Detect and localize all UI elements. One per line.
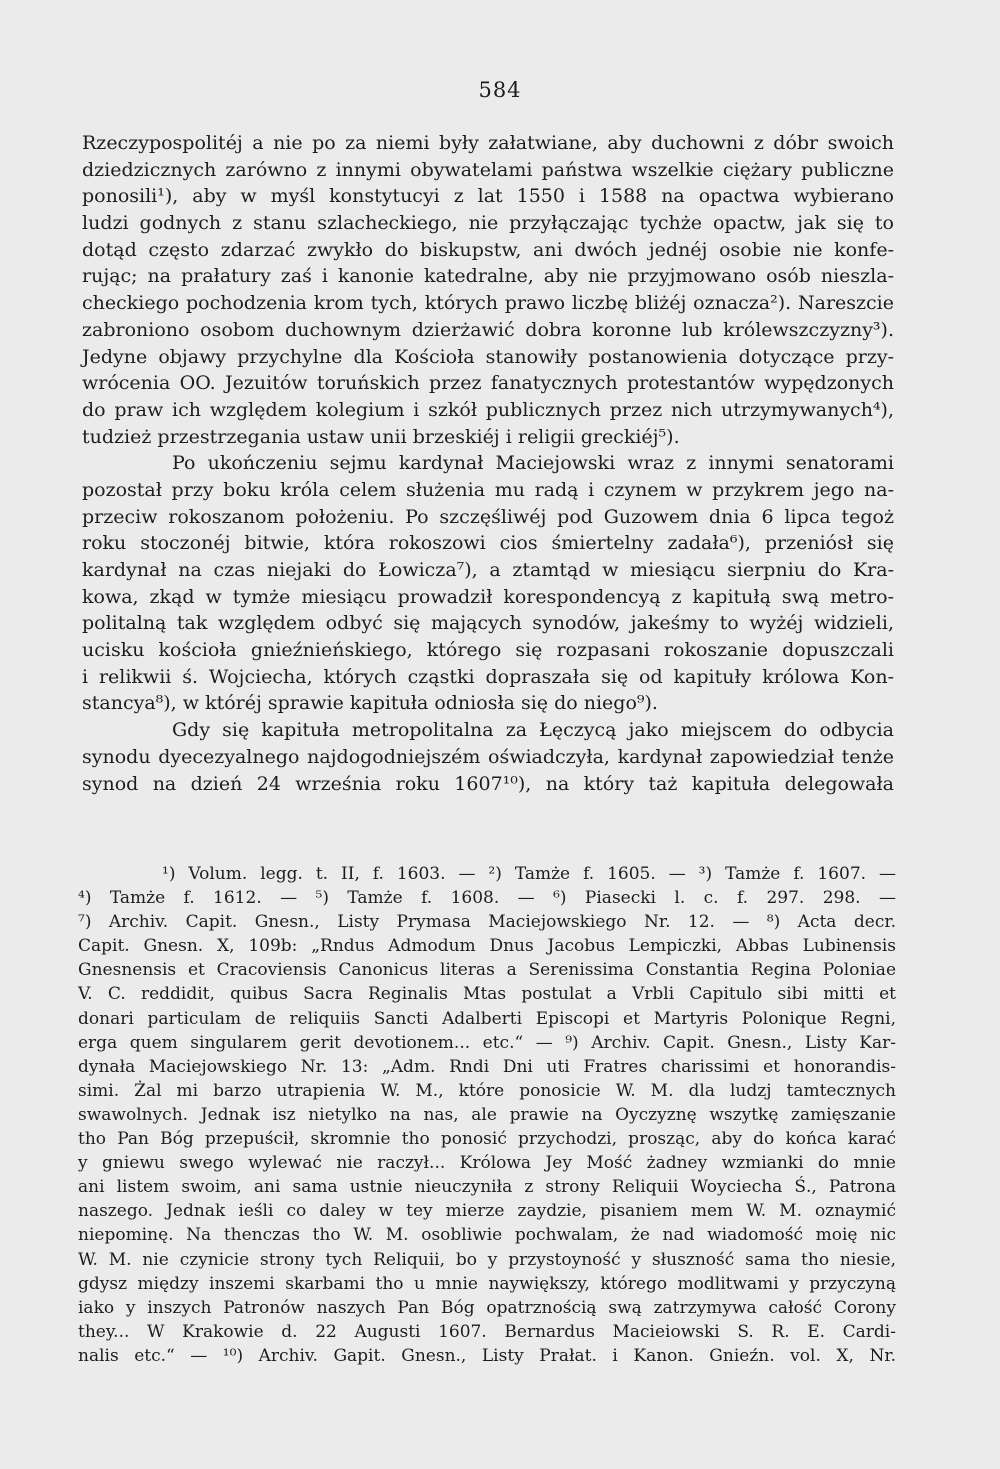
footnote-line: ani listem swoim, ani sama ustnie nieuczyniła z strony Reliquii Woyciecha Ś., Patrona <box>78 1177 896 1198</box>
footnotes <box>78 862 896 1368</box>
body-line: dotąd często zdarzać zwykło do biskupstw, ani dwóch jednéj osobie nie konfe- <box>82 238 894 261</box>
body-line: synod na dzień 24 września roku 1607¹⁰), na który taż kapituła delegowała <box>82 772 894 795</box>
body-line: przeciw rokoszanom położeniu. Po szczęśliwéj pod Guzowem dnia 6 lipca tegoż <box>82 505 894 528</box>
footnote-line: they... W Krakowie d. 22 Augusti 1607. Bernardus Macieiowski S. R. E. Cardi- <box>78 1321 896 1342</box>
body-line: kowa, zkąd w tymże miesiącu prowadził korespondencyą z kapitułą swą metro- <box>82 585 894 608</box>
body-line: i relikwii ś. Wojciecha, których cząstki dopraszała się od kapituły królowa Kon- <box>82 665 894 688</box>
footnote-line: dynała Maciejowskiego Nr. 13: „Adm. Rndi Dni uti Fratres charissimi et honorandis- <box>78 1056 896 1077</box>
body-line: ludzi godnych z stanu szlacheckiego, nie przyłączając tychże opactw, jak się to <box>82 212 894 235</box>
body-line: Jedyne objawy przychylne dla Kościoła stanowiły postanowienia dotyczące przy- <box>82 345 894 368</box>
footnote-line: erga quem singularem gerit devotionem... etc.“ — ⁹) Archiv. Capit. Gnesn., Listy Kar- <box>78 1032 896 1053</box>
main-text <box>82 130 894 797</box>
body-line: ponosili¹), aby w myśl konstytucyi z lat 1550 i 1588 na opactwa wybierano <box>82 185 894 208</box>
body-line: wrócenia OO. Jezuitów toruńskich przez fanatycznych protestantów wypędzonych <box>82 372 894 395</box>
footnote-line: iako y inszych Patronów naszych Pan Bóg opatrznością swą zatrzymywa całość Corony <box>78 1297 896 1318</box>
body-line: checkiego pochodzenia krom tych, których prawo liczbę bliżéj oznacza²). Nareszcie <box>82 292 894 315</box>
footnote-line: ¹) Volum. legg. t. II, f. 1603. — ²) Tamże f. 1605. — ³) Tamże f. 1607. — <box>162 864 896 884</box>
footnote-line: ⁷) Archiv. Capit. Gnesn., Listy Prymasa Maciejowskiego Nr. 12. — ⁸) Acta decr. <box>78 912 896 933</box>
body-line: pozostał przy boku króla celem służenia mu radą i czynem w przykrem jego na- <box>82 478 894 501</box>
footnote-line: simi. Żal mi barzo utrapienia W. M., które ponosicie W. M. dla ludzj tamtecznych <box>78 1080 896 1101</box>
page-number: 584 <box>478 78 522 102</box>
body-line: ucisku kościoła gnieźnieńskiego, którego się rozpasani rokoszanie dopuszczali <box>82 639 894 662</box>
footnote-line: niepominę. Na thenczas tho W. M. osobliwie pochwalam, że nad wiadomość moię nic <box>78 1225 896 1246</box>
body-line: roku stoczonéj bitwie, która rokoszowi cios śmiertelny zadała⁶), przeniósł się <box>82 532 894 555</box>
body-line: synodu dyecezyalnego najdogodniejszém oświadczyła, kardynał zapowiedział tenże <box>82 745 894 768</box>
footnote-line: tho Pan Bóg przepuścił, skromnie tho ponosić przychodzi, prosząc, aby do końca karać <box>78 1129 896 1150</box>
body-line: stancya⁸), w któréj sprawie kapituła odniosła się do niego⁹). <box>82 692 658 715</box>
footnote-line: W. M. nie czynicie strony tych Reliquii, bo y przystoyność y słuszność sama tho niesie, <box>78 1249 896 1270</box>
footnote-line: Capit. Gnesn. X, 109b: „Rndus Admodum Dnus Jacobus Lempiczki, Abbas Lubinensis <box>78 936 896 957</box>
body-line: rując; na prałatury zaś i kanonie katedralne, aby nie przyjmowano osób nieszla- <box>82 265 894 288</box>
body-line: tudzież przestrzegania ustaw unii brzeskiéj i religii greckiéj⁵). <box>82 425 680 448</box>
body-line: kardynał na czas niejaki do Łowicza⁷), a ztamtąd w miesiącu sierpniu do Kra- <box>82 559 894 581</box>
footnote-line: Gnesnensis et Cracoviensis Canonicus literas a Serenissima Constantia Regina Poloniae <box>78 960 896 981</box>
body-line: Gdy się kapituła metropolitalna za Łęczycą jako miejscem do odbycia <box>172 719 894 742</box>
footnote-line: gdysz między inszemi skarbami tho u mnie naywiększy, którego modlitwami y przyczyną <box>78 1273 896 1294</box>
footnote-line: V. C. reddidit, quibus Sacra Reginalis Mtas postulat a Vrbli Capitulo sibi mitti et <box>78 984 896 1005</box>
body-line: dziedzicznych zarówno z innymi obywatelami państwa wszelkie ciężary publiczne <box>82 158 894 181</box>
body-line: Po ukończeniu sejmu kardynał Maciejowski wraz z innymi senatorami <box>172 452 894 475</box>
body-line: zabroniono osobom duchownym dzierżawić dobra koronne lub królewszczyzny³). <box>82 318 894 341</box>
body-line: politalną tak względem odbyć się mających synodów, jakeśmy to wyżéj widzieli, <box>82 612 894 635</box>
footnote-line: swawolnych. Jednak isz nietylko na nas, ale prawie na Oyczyznę wszytkę zamięszanie <box>78 1104 896 1125</box>
footnote-line: donari particulam de reliquiis Sancti Adalberti Episcopi et Martyris Polonique Regni, <box>78 1008 896 1029</box>
footnote-line: y gniewu swego wylewać nie raczył... Królowa Jey Mość żadney wzmianki do mnie <box>78 1153 896 1174</box>
footnote-line: nalis etc.“ — ¹⁰) Archiv. Gapit. Gnesn., Listy Prałat. i Kanon. Gnieźn. vol. X, Nr. <box>78 1345 896 1366</box>
body-line: do praw ich względem kolegium i szkół publicznych przez nich utrzymywanych⁴), <box>82 398 894 421</box>
footnote-line: ⁴) Tamże f. 1612. — ⁵) Tamże f. 1608. — ⁶) Piasecki l. c. f. 297. 298. — <box>78 888 896 909</box>
footnote-line: naszego. Jednak ieśli co daley w tey mierze zaydzie, pisaniem mem W. M. oznaymić <box>78 1201 896 1222</box>
body-line: Rzeczypospolitéj a nie po za niemi były załatwiane, aby duchowni z dóbr swoich <box>82 132 894 154</box>
